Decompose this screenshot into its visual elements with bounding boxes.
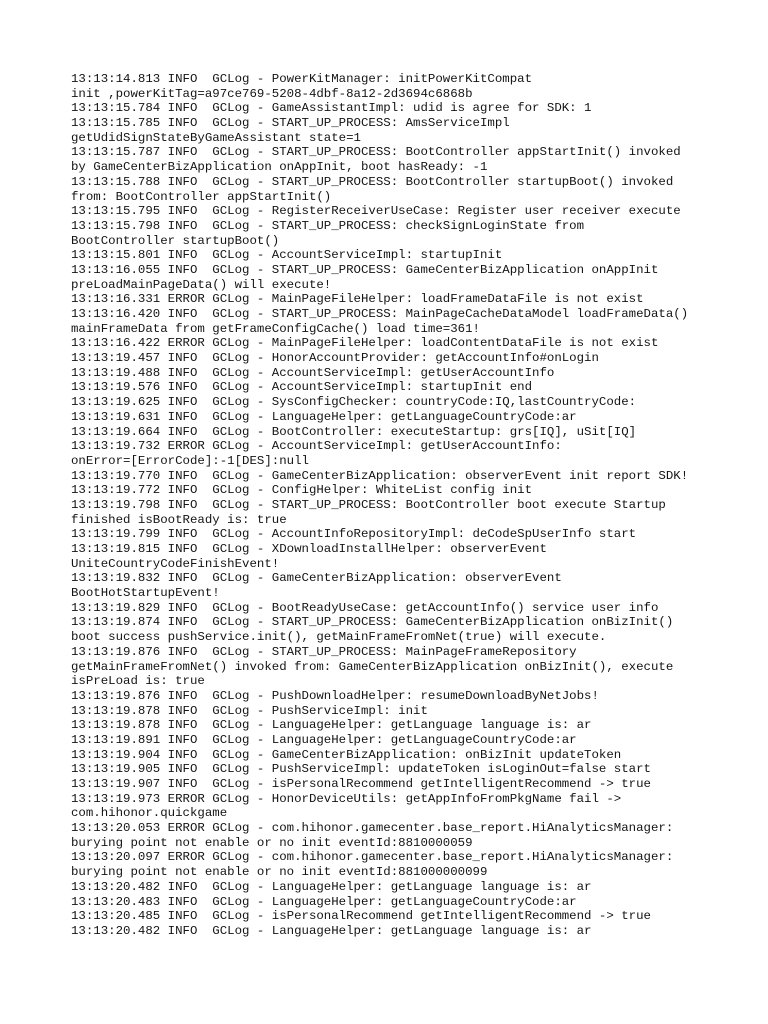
- log-line: 13:13:16.331 ERROR GCLog - MainPageFileHelper: loadFrameDataFile is not exist: [71, 292, 644, 307]
- log-line: com.hihonor.quickgame: [71, 806, 228, 821]
- log-line: 13:13:15.795 INFO GCLog - RegisterReceiverUseCase: Register user receiver execute: [71, 204, 681, 219]
- log-line: 13:13:16.422 ERROR GCLog - MainPageFileHelper: loadContentDataFile is not exist: [71, 336, 659, 351]
- log-line: 13:13:15.801 INFO GCLog - AccountServiceImpl: startupInit: [71, 248, 503, 263]
- log-line: 13:13:19.631 INFO GCLog - LanguageHelper: getLanguageCountryCode:ar: [71, 409, 577, 424]
- log-line: 13:13:20.097 ERROR GCLog - com.hihonor.gamecenter.base_report.HiAnalyticsManager:: [71, 850, 674, 865]
- log-line: 13:13:19.576 INFO GCLog - AccountServiceImpl: startupInit end: [71, 380, 533, 395]
- log-line: BootHotStartupEvent!: [71, 586, 220, 601]
- log-line: init ,powerKitTag=a97ce769-5208-4dbf-8a12-2d3694c6868b: [71, 86, 473, 101]
- log-line: 13:13:20.482 INFO GCLog - LanguageHelper: getLanguage language is: ar: [71, 923, 592, 938]
- log-line: 13:13:19.664 INFO GCLog - BootController: executeStartup: grs[IQ], uSit[IQ]: [71, 424, 637, 439]
- log-line: 13:13:19.876 INFO GCLog - START_UP_PROCESS: MainPageFrameRepository: [71, 644, 577, 659]
- log-line: 13:13:19.973 ERROR GCLog - HonorDeviceUtils: getAppInfoFromPkgName fail ->: [71, 791, 622, 806]
- log-line: preLoadMainPageData() will execute!: [71, 277, 332, 292]
- log-line: 13:13:15.788 INFO GCLog - START_UP_PROCESS: BootController startupBoot() invoked: [71, 174, 674, 189]
- log-line: 13:13:20.485 INFO GCLog - isPersonalRecommend getIntelligentRecommend -> true: [71, 909, 651, 924]
- log-line: 13:13:15.784 INFO GCLog - GameAssistantImpl: udid is agree for SDK: 1: [71, 101, 592, 116]
- log-line: 13:13:14.813 INFO GCLog - PowerKitManager: initPowerKitCompat: [71, 72, 533, 86]
- log-line: 13:13:20.482 INFO GCLog - LanguageHelper: getLanguage language is: ar: [71, 879, 592, 894]
- log-line: 13:13:19.874 INFO GCLog - START_UP_PROCESS: GameCenterBizApplication onBizInit(): [71, 615, 674, 630]
- log-line: 13:13:19.799 INFO GCLog - AccountInfoRepositoryImpl: deCodeSpUserInfo start: [71, 527, 637, 542]
- log-line: 13:13:19.876 INFO GCLog - PushDownloadHelper: resumeDownloadByNetJobs!: [71, 688, 599, 703]
- log-text-block: [71, 72, 711, 939]
- log-line: 13:13:19.625 INFO GCLog - SysConfigChecker: countryCode:IQ,lastCountryCode:: [71, 395, 637, 410]
- log-line: burying point not enable or no init eventId:8810000059: [71, 835, 473, 850]
- log-line: 13:13:19.905 INFO GCLog - PushServiceImpl: updateToken isLoginOut=false start: [71, 762, 651, 777]
- log-line: finished isBootReady is: true: [71, 512, 287, 527]
- log-line: isPreLoad is: true: [71, 674, 205, 689]
- log-line: boot success pushService.init(), getMainFrameFromNet(true) will execute.: [71, 630, 607, 645]
- log-line: 13:13:19.832 INFO GCLog - GameCenterBizApplication: observerEvent: [71, 571, 562, 586]
- log-line: 13:13:19.878 INFO GCLog - LanguageHelper: getLanguage language is: ar: [71, 718, 592, 733]
- log-line: onError=[ErrorCode]:-1[DES]:null: [71, 453, 309, 468]
- log-line: by GameCenterBizApplication onAppInit, boot hasReady: -1: [71, 160, 488, 175]
- log-line: 13:13:19.488 INFO GCLog - AccountServiceImpl: getUserAccountInfo: [71, 365, 555, 380]
- log-line: 13:13:19.798 INFO GCLog - START_UP_PROCESS: BootController boot execute Startup: [71, 497, 666, 512]
- log-line: 13:13:19.732 ERROR GCLog - AccountServiceImpl: getUserAccountInfo:: [71, 439, 562, 454]
- log-line: getMainFrameFromNet() invoked from: GameCenterBizApplication onBizInit(), execute: [71, 659, 674, 674]
- log-line: 13:13:20.053 ERROR GCLog - com.hihonor.gamecenter.base_report.HiAnalyticsManager:: [71, 821, 674, 836]
- log-line: mainFrameData from getFrameConfigCache() load time=361!: [71, 321, 480, 336]
- log-line: getUdidSignStateByGameAssistant state=1: [71, 130, 361, 145]
- log-line: UniteCountryCodeFinishEvent!: [71, 556, 280, 571]
- log-line: 13:13:19.772 INFO GCLog - ConfigHelper: WhiteList config init: [71, 483, 533, 498]
- log-line: 13:13:15.798 INFO GCLog - START_UP_PROCESS: checkSignLoginState from: [71, 218, 585, 233]
- log-line: 13:13:16.055 INFO GCLog - START_UP_PROCESS: GameCenterBizApplication onAppInit: [71, 262, 659, 277]
- log-line: burying point not enable or no init eventId:881000000099: [71, 865, 488, 880]
- log-line: from: BootController appStartInit(): [71, 189, 332, 204]
- log-line: 13:13:19.829 INFO GCLog - BootReadyUseCase: getAccountInfo() service user info: [71, 600, 659, 615]
- log-line: 13:13:19.907 INFO GCLog - isPersonalRecommend getIntelligentRecommend -> true: [71, 777, 651, 791]
- log-line: 13:13:19.770 INFO GCLog - GameCenterBizApplication: observerEvent init report SDK!: [71, 468, 689, 483]
- log-line: 13:13:19.891 INFO GCLog - LanguageHelper: getLanguageCountryCode:ar: [71, 732, 577, 747]
- log-line: 13:13:19.878 INFO GCLog - PushServiceImpl: init: [71, 703, 428, 718]
- log-line: 13:13:19.457 INFO GCLog - HonorAccountProvider: getAccountInfo#onLogin: [71, 351, 599, 366]
- log-line: 13:13:15.787 INFO GCLog - START_UP_PROCESS: BootController appStartInit() invoked: [71, 145, 681, 160]
- log-line: BootController startupBoot(): [71, 233, 280, 248]
- log-line: 13:13:19.815 INFO GCLog - XDownloadInstallHelper: observerEvent: [71, 542, 547, 556]
- log-line: 13:13:20.483 INFO GCLog - LanguageHelper: getLanguageCountryCode:ar: [71, 894, 577, 909]
- log-line: 13:13:15.785 INFO GCLog - START_UP_PROCESS: AmsServiceImpl: [71, 116, 510, 131]
- log-line: 13:13:19.904 INFO GCLog - GameCenterBizApplication: onBizInit updateToken: [71, 747, 622, 762]
- log-line: 13:13:16.420 INFO GCLog - START_UP_PROCESS: MainPageCacheDataModel loadFrameData(): [71, 307, 689, 321]
